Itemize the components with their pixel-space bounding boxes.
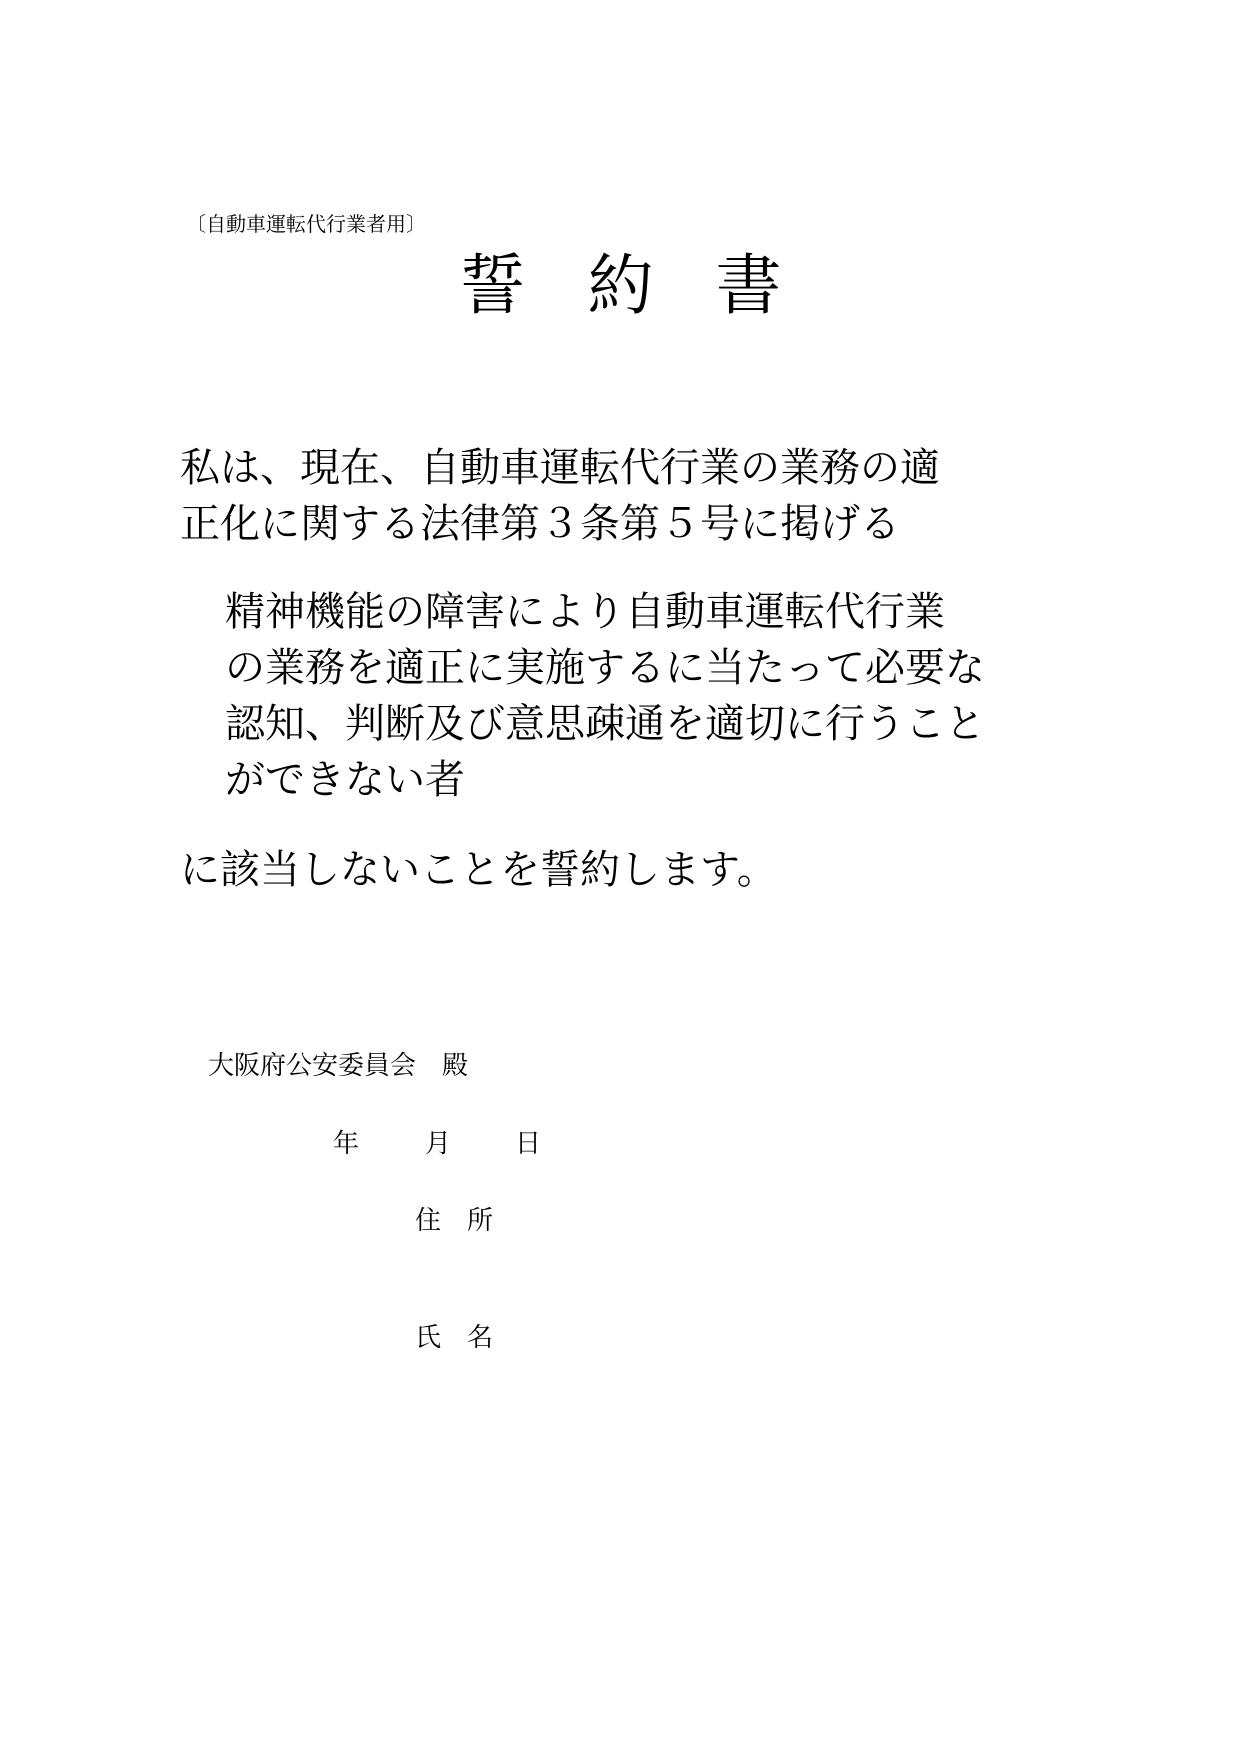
- statement-line: 私は、現在、自動車運転代行業の業務の適: [180, 445, 940, 491]
- addressee: 大阪府公安委員会 殿: [208, 1051, 469, 1081]
- document-title: 誓約書: [459, 247, 844, 324]
- date-year-label: 年: [333, 1129, 360, 1159]
- name-label: 氏名: [415, 1323, 520, 1353]
- date-month-label: 月: [425, 1129, 452, 1159]
- pledge-line: に該当しないことを誓約します。: [180, 847, 777, 893]
- condition-line: ができない者: [225, 757, 465, 803]
- condition-line: 認知、判断及び意思疎通を適切に行うこと: [225, 701, 985, 747]
- document-type-label: 〔自動車運転代行業者用〕: [186, 212, 426, 236]
- date-day-label: 日: [515, 1129, 542, 1159]
- condition-line: の業務を適正に実施するに当たって必要な: [225, 645, 985, 691]
- statement-line: 正化に関する法律第３条第５号に掲げる: [180, 501, 900, 547]
- condition-line: 精神機能の障害により自動車運転代行業: [225, 589, 945, 635]
- address-label: 住所: [415, 1206, 520, 1236]
